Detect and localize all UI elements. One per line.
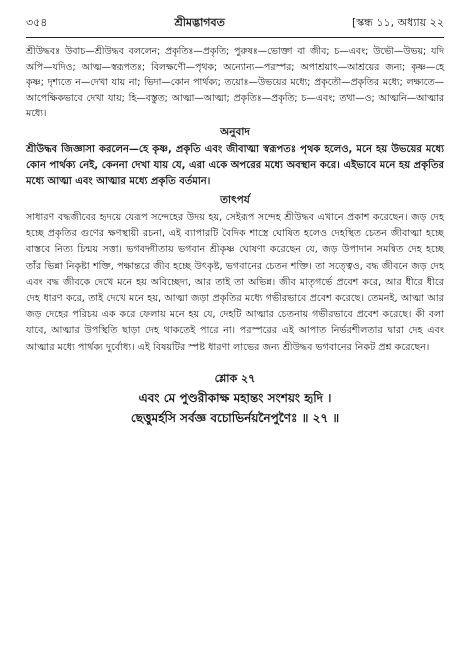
book-title: শ্রীমদ্ভাগবত [174,16,225,29]
book-page [26,12,444,428]
verse-heading: শ্লোক ২৭ [214,371,256,385]
header-rule [26,37,444,38]
page-number: ৩৫৪ [26,16,48,29]
translation-paragraph: শ্রীউদ্ধব জিজ্ঞাসা করলেন—হে কৃষ্ণ, প্রকৃতি এবং জীবাত্মা স্বরূপতঃ পৃথক হলেও, মনে হয় উভয়ের মধ্যে কোন পার্থক্য নেই, কেননা দেখা যায় যে, এরা একে অপরের মধ্যে অবস্থান করে। এইভাবে মনে হয় প্রকৃতির মধ্যে আত্মা এবং আত্মার মধ্যে প্রকৃতি বর্তমান। [26,143,444,187]
purport-heading: তাৎপর্য [220,193,250,206]
purport-paragraph: সাধারণ বদ্ধজীবের হৃদয়ে যেরূপ সন্দেহের উদয় হয়, সেইরূপ সন্দেহ শ্রীউদ্ধব এখানে প্রকাশ করেছেন। জড় দেহ হচ্ছে প্রকৃতির গুণের ক্ষণস্থায়ী রচনা, এই ব্যাপারটি বৈদিক শাস্ত্রে ঘোষিত হলেও দেহস্থিত চেতন জীবাত্মা হচ্ছে বাস্তবে নিত্য চিন্ময় সত্তা। ভগবদ্গীতায় ভগবান শ্রীকৃষ্ণ ঘোষণা করেছেন যে, জড় উপাদান সমন্বিত দেহ হচ্ছে তাঁর ভিন্না নিকৃষ্টা শক্তি, পক্ষান্তরে জীব হচ্ছে উৎকৃষ্ট, ভগবানের চেতন শক্তি। তা সত্ত্বেও, বদ্ধ জীবনে জড় দেহ এবং বদ্ধ জীবকে দেখে মনে হয় অবিচ্ছেদ্য, আর তাই তা অভিন্ন। জীব মাতৃগর্ভে প্রবেশ করে, আর ধীরে ধীরে দেহ ধারণ করে, তাই দেখে মনে হয়, আত্মা জড়া প্রকৃতির মধ্যে গভীরভাবে প্রবেশ করেছে। তেমনই, আত্মা আর জড় দেহের পরিচয় এক করে ফেলায় মনে হয় যে, দেহটি আত্মার চেতনায় গভীরভাবে প্রবেশ করেছে। কী বলা যাবে, আত্মার উপস্থিতি ছাড়া দেহ থাকতেই পারে না। পরস্পরের এই আপাত নির্ভরশীলতার দ্বারা দেহ এবং আত্মার মধ্যে পার্থক্য দুর্বোধ্য। এই বিষয়টির স্পষ্ট ধারণা লাভের জন্য শ্রীউদ্ধব ভগবানের নিকট প্রশ্ন করেছেন। [26,211,444,353]
verse-line-2: ছেত্তুমর্হসি সর্বজ্ঞ বচোভির্নয়নৈপুণৈঃ ॥ ২৭ ॥ [130,410,340,425]
synonyms-paragraph: শ্রীউদ্ধবঃ উবাচ—শ্রীউদ্ধব বললেন; প্রকৃতিঃ—প্রকৃতি; পুরুষঃ—ভোক্তা বা জীব; চ—এবং; উভৌ—উভয়; যদি অপি—যদিও; আত্ম—স্বরূপতঃ; বিলক্ষণৌ—পৃথক; অন্যোন্য—পরস্পর; অপাশ্রয়াৎ—আশ্রয়ের জন্য; কৃষ্ণ—হে কৃষ্ণ; দৃশ্যতে ন—দেখা যায় না; ভিদা—কোন পার্থক্য; তয়োঃ—উভয়ের মধ্যে; প্রকৃতৌ—প্রকৃতির মধ্যে; লক্ষ্যতে—আপেক্ষিকভাবে দেখা যায়; হি—বস্তুত; আত্মা—আত্মা; প্রকৃতিঃ—প্রকৃতি; চ—এবং; তথা—ও; আত্মনি—আত্মার মধ্যে। [26,46,444,120]
chapter-reference: [স্কন্ধ ১১, অধ্যায় ২২ [351,16,444,29]
verse-line-1: এবং মে পুণ্ডরীকাক্ষ মহান্তং সংশয়ং হৃদি । [138,390,332,405]
translation-heading: অনুবাদ [220,125,250,138]
page-header [26,12,444,37]
